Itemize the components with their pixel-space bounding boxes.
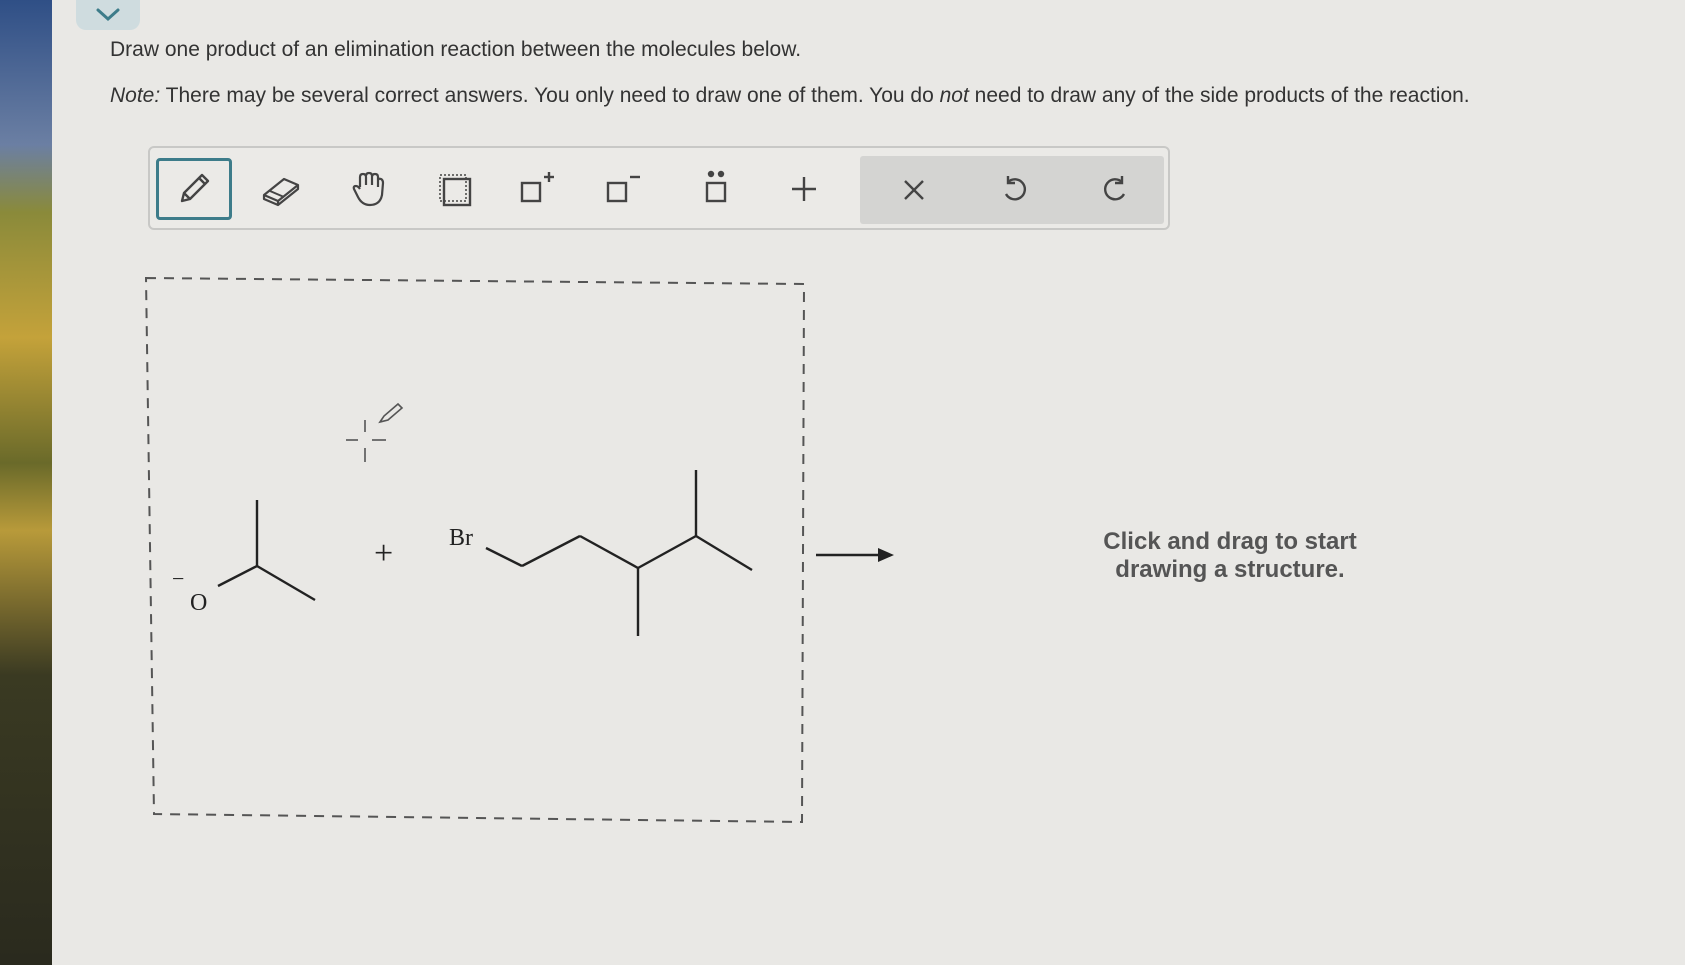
reaction-plus-sign: +	[374, 535, 394, 572]
canvas-hint-line2: drawing a structure.	[1115, 556, 1345, 583]
canvas-hint	[1000, 528, 1460, 584]
bond	[257, 566, 315, 600]
bond	[218, 566, 257, 586]
bond	[696, 536, 752, 570]
oxygen-label: O	[190, 590, 208, 616]
cursor-crosshair-icon	[346, 404, 402, 462]
bond	[522, 536, 580, 566]
bond	[580, 536, 638, 568]
note-emphasis: not	[939, 84, 969, 107]
reactant-alkyl-bromide	[449, 470, 752, 636]
reaction-arrow-icon	[816, 548, 894, 562]
bond	[486, 548, 522, 566]
note-label: Note:	[110, 84, 161, 107]
question-prompt: Draw one product of an elimination reaction between the molecules below.	[110, 38, 802, 61]
bond	[638, 536, 696, 568]
note-text-after: need to draw any of the side products of the reaction.	[968, 84, 1470, 107]
reactant-alkoxide	[172, 500, 315, 616]
bromine-label: Br	[449, 525, 473, 551]
canvas-hint-line1: Click and drag to start	[1103, 528, 1357, 555]
reactant-box	[146, 278, 804, 822]
negative-charge-label: −	[172, 566, 185, 591]
note-text-before: There may be several correct answers. You only need to draw one of them. You do	[160, 84, 940, 107]
